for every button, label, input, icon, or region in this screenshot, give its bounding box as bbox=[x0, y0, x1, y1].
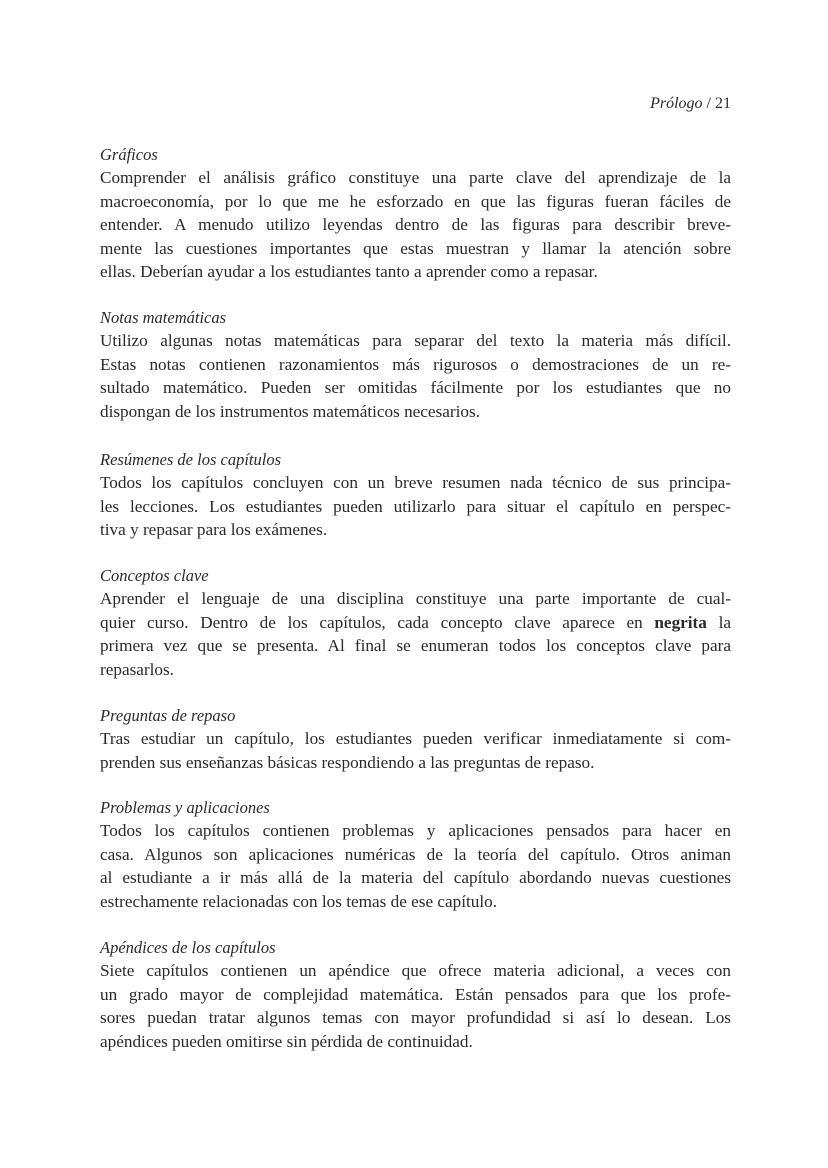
section bbox=[100, 704, 731, 774]
text-line: Todos los capítulos contienen problemas y aplicaciones pensados para hacer en bbox=[100, 821, 731, 841]
section bbox=[100, 796, 731, 913]
chapter-title: Prólogo bbox=[650, 95, 703, 112]
text-line: sultado matemático. Pueden ser omitidas fácilmente por los estudiantes que no bbox=[100, 378, 731, 398]
text-line: Tras estudiar un capítulo, los estudiantes pueden verificar inmediatamente si com- bbox=[100, 729, 731, 749]
text-line: tiva y repasar para los exámenes. bbox=[100, 520, 328, 540]
text-segment: quier curso. Dentro de los capítulos, cada concepto clave aparece en bbox=[100, 612, 655, 632]
section-heading: Problemas y aplicaciones bbox=[100, 798, 270, 817]
text-line: Todos los capítulos concluyen con un breve resumen nada técnico de sus principa- bbox=[100, 473, 731, 493]
section bbox=[100, 936, 731, 1053]
text-line: ellas. Deberían ayudar a los estudiantes tanto a aprender como a repasar. bbox=[100, 261, 598, 281]
section bbox=[100, 143, 731, 283]
text-line: Utilizo algunas notas matemáticas para separar del texto la materia más difícil. bbox=[100, 331, 731, 351]
section bbox=[100, 448, 731, 542]
section-heading: Gráficos bbox=[100, 145, 158, 164]
text-line: Comprender el análisis gráfico constituye una parte clave del aprendizaje de la bbox=[100, 168, 731, 188]
text-line: entender. A menudo utilizo leyendas dentro de las figuras para describir breve- bbox=[100, 215, 731, 235]
section-heading: Apéndices de los capítulos bbox=[100, 938, 276, 957]
page-number: 21 bbox=[715, 95, 731, 112]
text-line: mente las cuestiones importantes que estas muestran y llamar la atención sobre bbox=[100, 238, 731, 258]
section bbox=[100, 306, 731, 423]
text-line: les lecciones. Los estudiantes pueden utilizarlo para situar el capítulo en perspec- bbox=[100, 496, 731, 516]
text-line: sores puedan tratar algunos temas con mayor profundidad si así lo desean. Los bbox=[100, 1008, 731, 1028]
section-heading: Resúmenes de los capítulos bbox=[100, 450, 282, 469]
text-line: dispongan de los instrumentos matemáticos necesarios. bbox=[100, 401, 480, 421]
section-heading: Notas matemáticas bbox=[100, 308, 227, 327]
text-line: apéndices pueden omitirse sin pérdida de continuidad. bbox=[100, 1031, 473, 1051]
bold-term: negrita bbox=[654, 612, 707, 632]
text-line: estrechamente relacionadas con los temas de ese capítulo. bbox=[100, 891, 498, 911]
section-heading: Conceptos clave bbox=[100, 566, 209, 585]
text-line: prenden sus enseñanzas básicas respondiendo a las preguntas de repaso. bbox=[100, 752, 595, 772]
section-heading: Preguntas de repaso bbox=[100, 706, 236, 725]
text-line bbox=[100, 611, 731, 634]
text-line: repasarlos. bbox=[100, 659, 174, 679]
text-line: primera vez que se presenta. Al final se enumeran todos los conceptos clave para bbox=[100, 636, 731, 656]
text-line: Siete capítulos contienen un apéndice que ofrece materia adicional, a veces con bbox=[100, 961, 731, 981]
text-line: casa. Algunos son aplicaciones numéricas de la teoría del capítulo. Otros animan bbox=[100, 844, 731, 864]
running-head bbox=[650, 95, 731, 113]
text-segment: la bbox=[706, 612, 731, 632]
text-line: al estudiante a ir más allá de la materia del capítulo abordando nuevas cuestiones bbox=[100, 868, 731, 888]
text-line: Aprender el lenguaje de una disciplina constituye una parte importante de cual- bbox=[100, 589, 731, 609]
section bbox=[100, 564, 731, 681]
text-line: un grado mayor de complejidad matemática. Están pensados para que los profe- bbox=[100, 984, 731, 1004]
text-line: Estas notas contienen razonamientos más rigurosos o demostraciones de un re- bbox=[100, 354, 731, 374]
text-line: macroeconomía, por lo que me he esforzado en que las figuras fueran fáciles de bbox=[100, 191, 731, 211]
separator: / bbox=[702, 95, 715, 112]
